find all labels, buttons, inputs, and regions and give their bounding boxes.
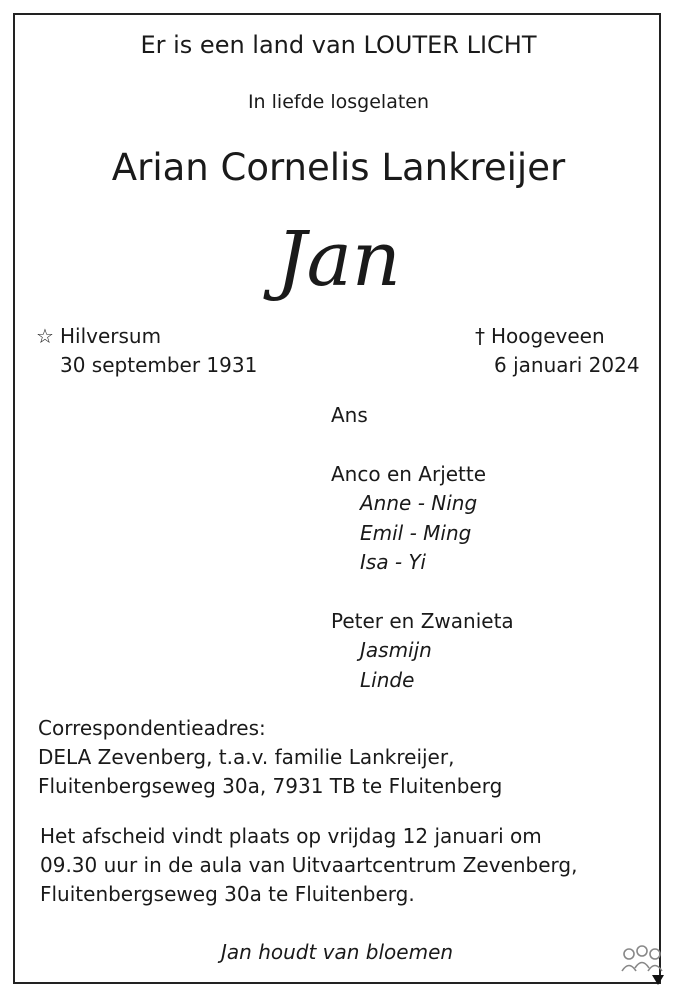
motto: Er is een land van LOUTER LICHT <box>140 31 537 59</box>
family-people-icon <box>619 945 665 987</box>
ceremony-line: 09.30 uur in de aula van Uitvaartcentrum Zevenberg, <box>40 853 578 877</box>
closing-line: Jan houdt van bloemen <box>221 940 454 964</box>
grandchild: Anne - Ning <box>360 491 478 515</box>
nickname: Jan <box>276 214 401 303</box>
ceremony-line: Fluitenbergseweg 30a te Fluitenberg. <box>40 882 415 906</box>
parents-1: Anco en Arjette <box>331 462 487 486</box>
grandchild: Isa - Yi <box>360 550 426 574</box>
down-arrow-icon <box>652 975 664 985</box>
death-place: † Hoogeveen <box>472 324 605 348</box>
birth-place: ☆ Hilversum <box>34 324 161 348</box>
star-icon: ☆ <box>36 324 54 348</box>
grandchild: Jasmijn <box>360 638 432 662</box>
spouse: Ans <box>331 403 368 427</box>
parents-2: Peter en Zwanieta <box>331 609 514 633</box>
grandchild: Linde <box>360 668 415 692</box>
ceremony-line: Het afscheid vindt plaats op vrijdag 12 januari om <box>40 824 542 848</box>
correspondence-line: Fluitenbergseweg 30a, 7931 TB te Fluitenberg <box>38 774 503 798</box>
full-name: Arian Cornelis Lankreijer <box>111 146 566 189</box>
subtitle: In liefde losgelaten <box>247 91 430 113</box>
grandchild: Emil - Ming <box>360 521 472 545</box>
correspondence-line: DELA Zevenberg, t.a.v. familie Lankreijer, <box>38 745 455 769</box>
birth-date: 30 september 1931 <box>60 353 258 377</box>
correspondence-label: Correspondentieadres: <box>38 716 266 740</box>
death-date: 6 januari 2024 <box>494 353 640 377</box>
cross-icon: † <box>475 324 485 348</box>
